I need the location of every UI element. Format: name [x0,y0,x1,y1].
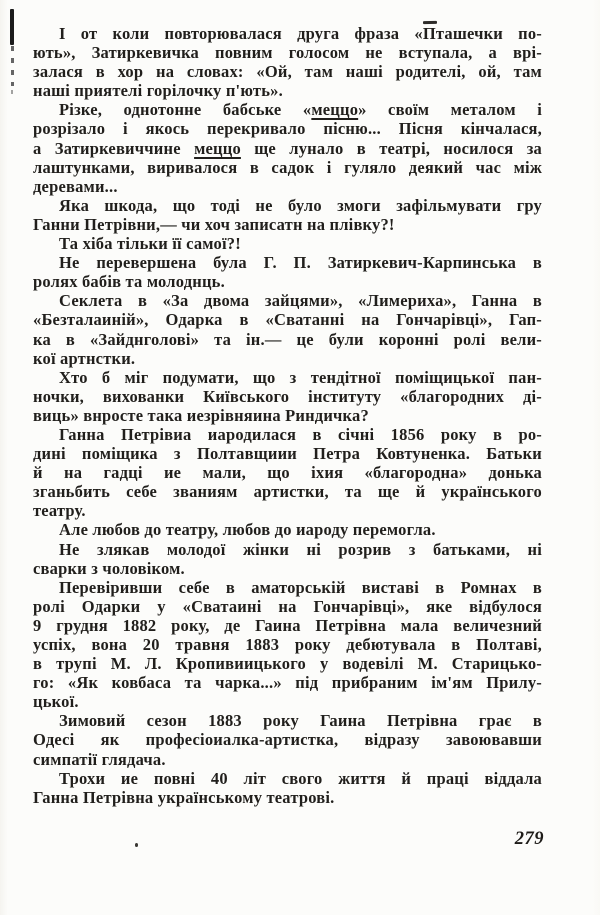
paragraph [33,291,542,367]
text-line: ролі Одарки у «Сватаині на Гончарівці», яке відбулося [33,596,542,616]
binding-edge-speck [11,90,13,94]
text-line: виць» внросте така иезрівняина Риндичка? [33,405,369,425]
text-line: го: «Як ковбаса та чарка...» під прибраним ім'ям Прилу- [33,673,542,693]
text-line: залася в хор на словах: «Ой, там наші родителі, ой, там [33,62,542,82]
text-line: 9 грудня 1882 року, де Гаина Петрівна мала величезний [33,615,542,635]
paragraph [33,234,542,253]
binding-edge-mark [10,9,14,45]
paragraph [33,769,542,807]
text-line: ють», Затиркевичка повним голосом не вступала, а врі- [33,43,542,63]
text-line: Різке, однотонне бабське «меццо» своїм металом і [59,100,542,120]
paragraph [33,540,542,578]
text-line: а Затиркевиччине меццо ще лунало в театрі, носилося за [33,138,542,158]
text-line: «Безталаиній», Одарка в «Сватанні на Гончарівці», Гап- [33,310,542,330]
paragraph [33,711,542,768]
text-line: зганьбить себе званиям артистки, та ще й українського [33,482,542,502]
text-line: театру. [33,501,86,521]
text-line: лаштунками, виривалося в садок і гуляло деякий час між [33,157,542,177]
paragraph [33,196,542,234]
paragraph [33,368,542,425]
text-line: ролях бабів та молоднць. [33,272,225,292]
text-line: Одесі як професіоиалка-артистка, відразу завоювавши [33,730,542,750]
text-line: деревами... [33,176,118,196]
text-line: наші приятелі горілочку п'ють». [33,81,283,101]
paragraph [33,578,542,712]
text-line: й на гадці ие мали, що іхия «благородна» донька [33,463,542,483]
text-line: дині поміщика з Полтавщиии Петра Ковтуненка. Батьки [33,444,542,464]
text-line: Ганна Петрівиа иародилася в січні 1856 року в ро- [59,424,542,444]
page-number: 279 [514,829,544,849]
text-line: Ганни Петрівни,— чи хоч записатн на плівку?! [33,214,395,234]
text-line: симпатії глядача. [33,749,166,769]
text-line: розрізало і якось перекривало пісню... Пісня кінчалася, [33,119,542,139]
text-line: Хто б міг подумати, що з тендітної поміщицької пан- [59,367,542,387]
text-line: Секлета в «За двома зайцями», «Лимериха», Ганна в [59,291,542,311]
text-block [33,24,542,807]
text-line: Яка шкода, що тоді не було змоги зафільмувати гру [59,195,542,215]
ink-dot-speck [135,843,138,847]
text-line: Але любов до театру, любов до иароду перемогла. [59,520,436,540]
text-line: сварки з чоловіком. [33,558,185,578]
text-line: Перевіривши себе в аматорській виставі в Ромнах в [59,577,542,597]
text-line: Ганна Петрівна українському театрові. [33,787,335,807]
text-line: кої артнстки. [33,348,136,368]
text-line: Та хіба тільки її самої?! [59,234,241,254]
text-line: Не перевершена була Г. П. Затиркевич-Карпинська в [59,253,542,273]
paragraph [33,253,542,291]
binding-edge-dashes [11,46,14,86]
text-line: успіх, вона 20 травня 1883 року дебютувала в Полтаві, [33,635,542,654]
text-line: цької. [33,692,79,712]
text-line: Зимовий сезон 1883 року Гаина Петрівна грає в [59,711,542,731]
paragraph [33,100,542,195]
text-line: І от коли повторювалася друга фраза «Пташечки по- [59,24,542,43]
text-line: ка в «Зайднголові» та ін.— це були коронні ролі вели- [33,329,542,349]
text-line: ночки, вихованки Київського інституту «благородних ді- [33,386,542,406]
paragraph [33,24,542,100]
text-line: в трупі М. Л. Кропивиицького у водевілі М. Старицько- [33,654,542,674]
paragraph [33,520,542,539]
text-line: Не злякав молодої жінки ні розрив з батьками, ні [59,539,542,559]
paragraph [33,425,542,520]
text-line: Трохи ие повні 40 літ свого життя й праці віддала [59,768,542,788]
